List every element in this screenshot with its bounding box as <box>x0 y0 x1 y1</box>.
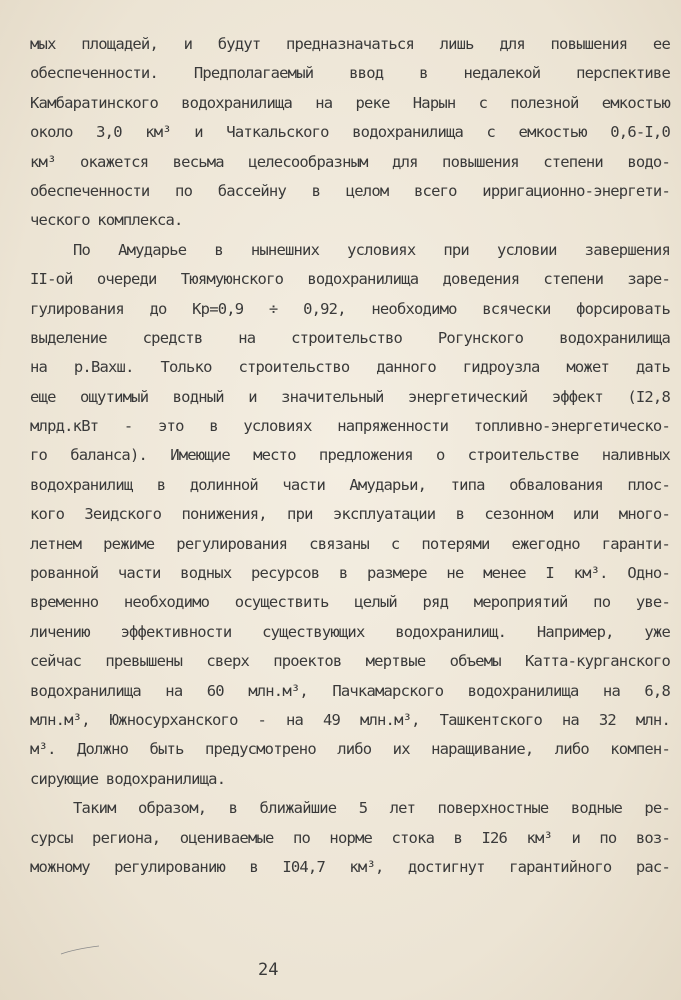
text-line: временно необходимо осуществить целый ряд мероприятий по уве- <box>30 593 670 612</box>
text-line: сирующие водохранилища. <box>30 769 226 788</box>
text-line: около 3,0 км³ и Чаткальского водохранилища с емкостью 0,6-I,0 <box>30 123 670 142</box>
text-line: водохранилища на 60 млн.м³, Пачкамарского водохранилища на 6,8 <box>30 681 670 700</box>
text-line: личению эффективности существующих водохранилищ. Например, уже <box>30 622 670 641</box>
text-line: млрд.кВт - это в условиях напряженности топливно-энергетическо- <box>30 417 670 436</box>
text-line: го баланса). Имеющие место предложения о строительстве наливных <box>30 446 670 465</box>
text-line: обеспеченности. Предполагаемый ввод в недалекой перспективе <box>30 64 670 83</box>
text-line: можному регулированию в I04,7 км³, достигнут гарантийного рас- <box>30 857 670 876</box>
text-line: обеспеченности по бассейну в целом всего ирригационно-энергети- <box>30 181 670 200</box>
text-line: сейчас превышены сверх проектов мертвые объемы Катта-курганского <box>30 652 670 671</box>
text-line: летнем режиме регулирования связаны с потерями ежегодно гаранти- <box>30 534 670 553</box>
text-line: на р.Вахш. Только строительство данного гидроузла может дать <box>30 358 670 377</box>
text-line: ческого комплекса. <box>30 211 183 230</box>
text-line: кого Зеидского понижения, при эксплуатации в сезонном или много- <box>30 505 670 524</box>
text-line: м³. Должно быть предусмотрено либо их наращивание, либо компен- <box>30 740 670 759</box>
page-number: 24 <box>258 960 279 980</box>
text-line: еще ощутимый водный и значительный энергетический эффект (I2,8 <box>30 387 670 406</box>
text-line: II-ой очереди Тюямуюнского водохранилища доведения степени заре- <box>30 270 670 289</box>
text-line: км³ окажется весьма целесообразным для повышения степени водо- <box>30 152 670 171</box>
body-text <box>30 30 670 882</box>
paragraph-first-line: По Амударье в нынешних условиях при условии завершения <box>73 240 670 259</box>
text-line: мых площадей, и будут предназначаться лишь для повышения ее <box>30 35 670 53</box>
paragraph-first-line: Таким образом, в ближайшие 5 лет поверхностные водные ре- <box>73 799 670 818</box>
text-line: Камбаратинского водохранилища на реке Нарын с полезной емкостью <box>30 93 670 112</box>
text-line: рованной части водных ресурсов в размере не менее I км³. Одно- <box>30 564 670 583</box>
text-line: гулирования до Кр=0,9 ÷ 0,92, необходимо всячески форсировать <box>30 299 670 318</box>
text-line: млн.м³, Южносурханского - на 49 млн.м³, Ташкентского на 32 млн. <box>30 710 670 729</box>
text-line: сурсы региона, оцениваемые по норме стока в I26 км³ и по воз- <box>30 828 670 847</box>
text-line: выделение средств на строительство Рогунского водохранилища <box>30 328 670 347</box>
text-line: водохранилищ в долинной части Амударьи, типа обвалования плос- <box>30 475 670 494</box>
pen-stroke-mark <box>60 945 100 955</box>
